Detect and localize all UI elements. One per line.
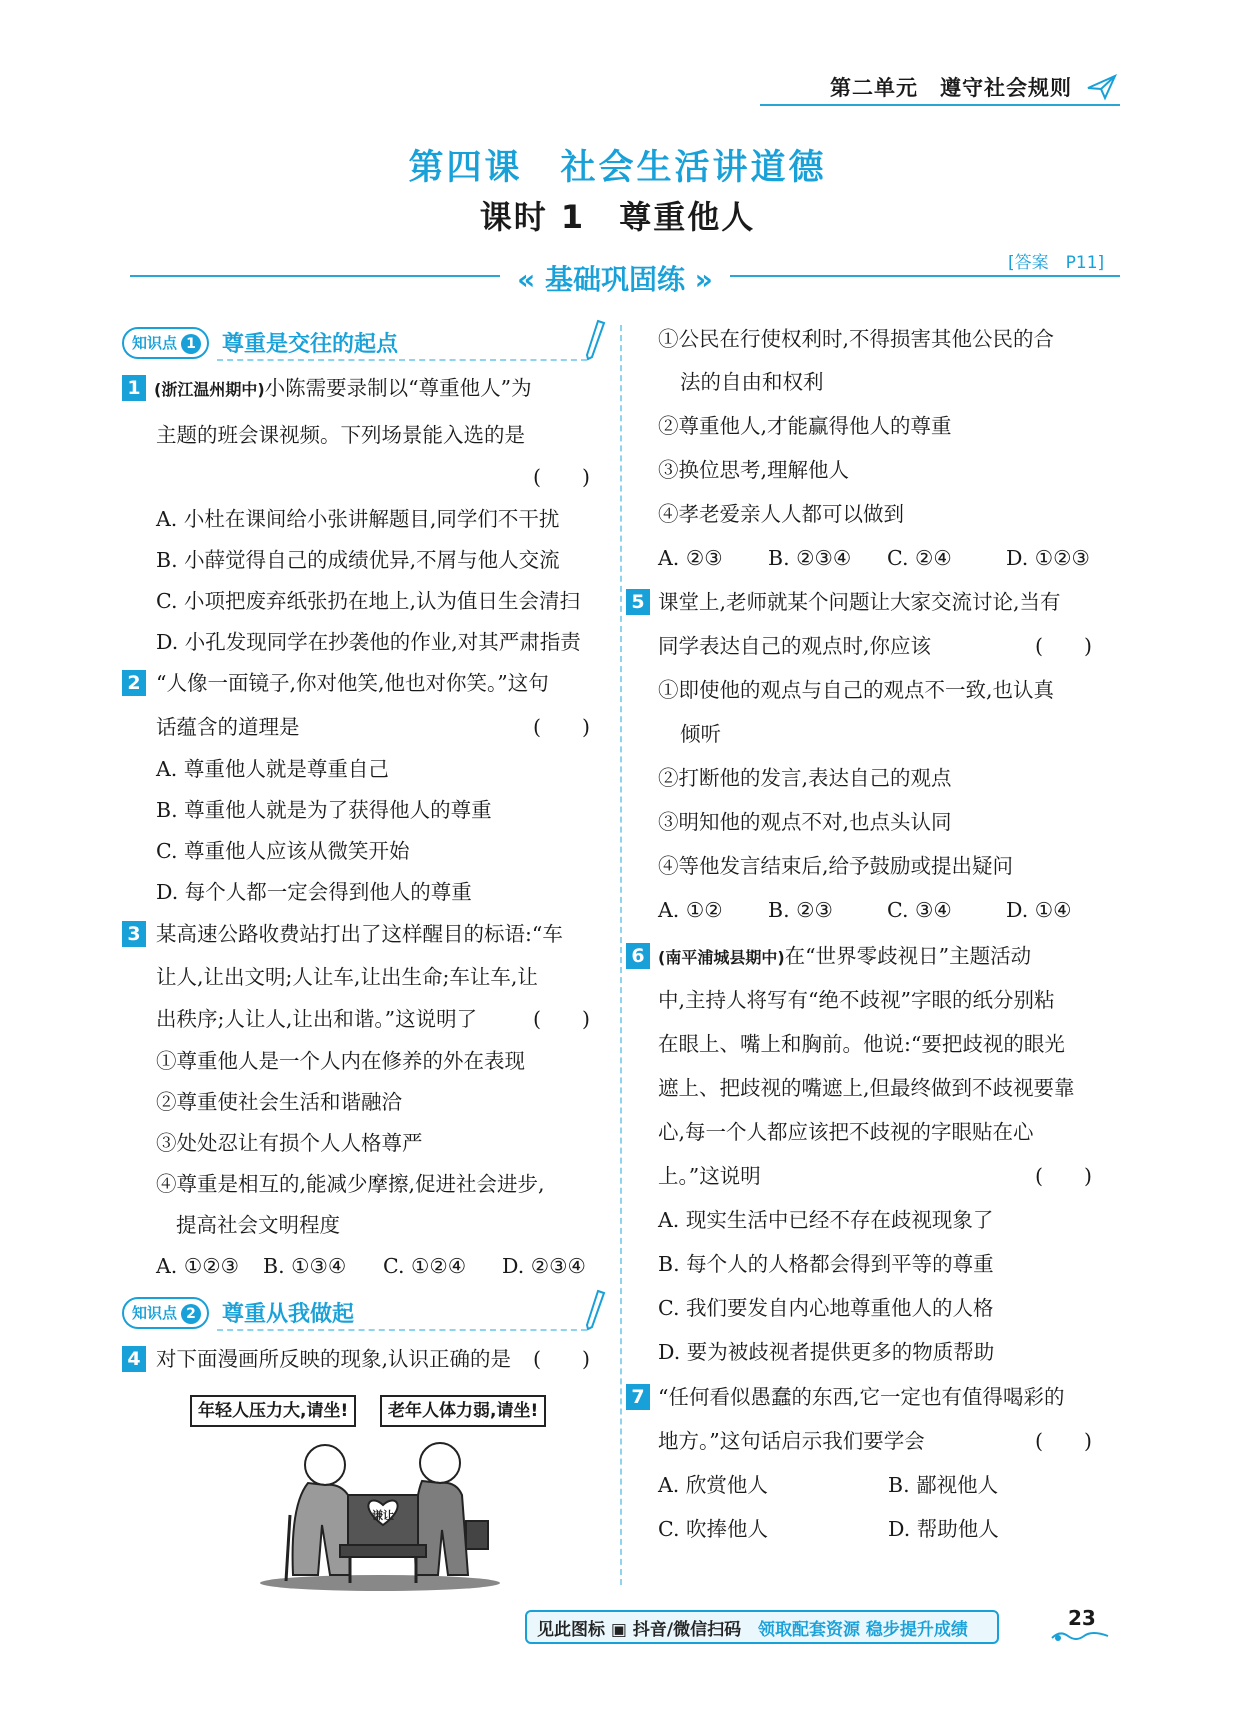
- banner-line-left: [130, 275, 500, 277]
- statement-4: ④等他发言结束后,给予鼓励或提出疑问: [658, 854, 1014, 878]
- choice-d: D. ①②③: [1006, 546, 1090, 570]
- seat-sign: 谦让: [372, 1509, 394, 1522]
- lesson-subtitle: 课时 1 尊重他人: [479, 198, 756, 236]
- question-stem: 遮上、把歧视的嘴遮上,但最终做到不歧视要靠: [658, 1076, 1075, 1100]
- statement-4: ④尊重是相互的,能减少摩擦,促进社会进步,: [156, 1172, 545, 1196]
- speech-bubble-right: 老年人体力弱,请坐!: [380, 1395, 546, 1427]
- statement-3: ③换位思考,理解他人: [658, 458, 850, 482]
- statement-1-cont: 倾听: [680, 722, 721, 746]
- question-source: (浙江温州期中): [154, 380, 265, 399]
- lesson-title: 第四课 社会生活讲道德: [408, 148, 827, 188]
- statement-2: ②尊重他人,才能赢得他人的尊重: [658, 414, 952, 438]
- choice-b: B. ②③④: [768, 546, 852, 570]
- statement-3: ③明知他的观点不对,也点头认同: [658, 810, 952, 834]
- knowledge-point-2: [122, 1295, 602, 1331]
- choice-b: B. 鄙视他人: [888, 1473, 999, 1497]
- question-stem: (浙江温州期中)小陈需要录制以“尊重他人”为: [154, 376, 532, 400]
- option-d: D. 每个人都一定会得到他人的尊重: [156, 880, 472, 904]
- choice-c: C. ②④: [887, 546, 952, 570]
- choice-a: A. 欣赏他人: [658, 1473, 768, 1497]
- question-number: 2: [122, 670, 146, 696]
- answer-blank[interactable]: ( ): [533, 1007, 590, 1031]
- choice-c: C. ①②④: [383, 1254, 467, 1278]
- question-stem: 同学表达自己的观点时,你应该: [658, 634, 932, 658]
- header-rule: [760, 104, 1120, 106]
- option-c: C. 尊重他人应该从微笑开始: [156, 839, 410, 863]
- cartoon-illustration: [190, 1395, 570, 1595]
- question-stem: 在眼上、嘴上和胸前。他说:“要把歧视的眼光: [658, 1032, 1065, 1056]
- choice-b: B. ②③: [768, 898, 833, 922]
- question-stem: 地方。”这句话启示我们要学会: [658, 1429, 925, 1453]
- option-d: D. 要为被歧视者提供更多的物质帮助: [658, 1340, 995, 1364]
- knowledge-underline: [217, 359, 587, 361]
- option-c: C. 我们要发自内心地尊重他人的人格: [658, 1296, 994, 1320]
- question-number: 3: [122, 921, 146, 947]
- speech-bubble-left: 年轻人压力大,请坐!: [190, 1395, 356, 1427]
- answer-reference: [答案 P11]: [1008, 253, 1105, 273]
- choice-c: C. ③④: [887, 898, 952, 922]
- cartoon-drawing: [190, 1425, 570, 1595]
- unit-title: 第二单元 遵守社会规则: [830, 76, 1072, 100]
- statement-2: ②尊重使社会生活和谐融洽: [156, 1090, 402, 1114]
- option-c: C. 小项把废弃纸张扔在地上,认为值日生会清扫: [156, 589, 581, 613]
- knowledge-chip: 知识点 1: [122, 327, 209, 359]
- question-stem: 话蕴含的道理是: [156, 715, 300, 739]
- question-stem: 出秩序;人让人,让出和谐。”这说明了: [156, 1007, 478, 1031]
- statement-1-cont: 法的自由和权利: [680, 370, 824, 394]
- banner-line-right: [730, 275, 1120, 277]
- answer-blank[interactable]: ( ): [1035, 634, 1092, 658]
- question-number: 1: [122, 375, 146, 401]
- pencil-icon: [584, 319, 606, 361]
- question-source: (南平浦城县期中): [658, 948, 785, 967]
- question-stem: 心,每一个人都应该把不歧视的字眼贴在心: [658, 1120, 1034, 1144]
- footer-highlight: 领取配套资源 稳步提升成绩: [758, 1620, 968, 1640]
- question-stem: 中,主持人将写有“绝不歧视”字眼的纸分别粘: [658, 988, 1055, 1012]
- answer-blank[interactable]: ( ): [1035, 1429, 1092, 1453]
- question-stem: “任何看似愚蠢的东西,它一定也有值得喝彩的: [658, 1385, 1065, 1409]
- statement-3: ③处处忍让有损个人人格尊严: [156, 1131, 423, 1155]
- choice-a: A. ①②③: [156, 1254, 239, 1278]
- choice-d: D. 帮助他人: [888, 1517, 999, 1541]
- question-stem: 某高速公路收费站打出了这样醒目的标语:“车: [156, 922, 563, 946]
- statement-1: ①即使他的观点与自己的观点不一致,也认真: [658, 678, 1055, 702]
- option-d: D. 小孔发现同学在抄袭他的作业,对其严肃指责: [156, 630, 581, 654]
- option-b: B. 尊重他人就是为了获得他人的尊重: [156, 798, 492, 822]
- statement-4-cont: 提高社会文明程度: [176, 1213, 340, 1237]
- swirl-icon: [1050, 1628, 1110, 1644]
- pencil-icon: [584, 1289, 606, 1331]
- question-stem: 对下面漫画所反映的现象,认识正确的是: [156, 1347, 512, 1371]
- question-stem: 课堂上,老师就某个问题让大家交流讨论,当有: [658, 590, 1061, 614]
- question-number: 7: [626, 1384, 650, 1410]
- option-b: B. 每个人的人格都会得到平等的尊重: [658, 1252, 994, 1276]
- knowledge-point-title: 尊重是交往的起点: [222, 332, 399, 357]
- choice-c: C. 吹捧他人: [658, 1517, 768, 1541]
- question-number: 6: [626, 943, 650, 969]
- question-stem: (南平浦城县期中)在“世界零歧视日”主题活动: [658, 944, 1032, 968]
- statement-1: ①公民在行使权利时,不得损害其他公民的合: [658, 327, 1055, 351]
- page-number: 23: [1068, 1606, 1096, 1630]
- knowledge-point-1: [122, 325, 602, 361]
- question-stem: 让人,让出文明;人让车,让出生命;车让车,让: [156, 965, 538, 989]
- answer-blank[interactable]: ( ): [1035, 1164, 1092, 1188]
- section-title: « 基础巩固练 »: [517, 263, 713, 296]
- statement-1: ①尊重他人是一个人内在修养的外在表现: [156, 1049, 525, 1073]
- option-a: A. 尊重他人就是尊重自己: [156, 757, 389, 781]
- question-stem: “人像一面镜子,你对他笑,他也对你笑。”这句: [156, 671, 549, 695]
- answer-blank[interactable]: ( ): [533, 1347, 590, 1371]
- question-stem: 上。”这说明: [658, 1164, 761, 1188]
- statement-2: ②打断他的发言,表达自己的观点: [658, 766, 952, 790]
- choice-d: D. ①④: [1006, 898, 1072, 922]
- column-divider: [620, 325, 622, 1585]
- answer-blank[interactable]: ( ): [533, 715, 590, 739]
- question-stem: 主题的班会课视频。下列场景能入选的是: [156, 423, 525, 447]
- knowledge-point-title: 尊重从我做起: [222, 1302, 355, 1327]
- paper-plane-icon: [1085, 70, 1119, 104]
- page-header: [0, 68, 1235, 108]
- question-number: 5: [626, 589, 650, 615]
- knowledge-underline: [217, 1329, 587, 1331]
- option-b: B. 小薛觉得自己的成绩优异,不屑与他人交流: [156, 548, 560, 572]
- footer-text: 见此图标 ▣ 抖音/微信扫码: [537, 1620, 742, 1640]
- option-a: A. 现实生活中已经不存在歧视现象了: [658, 1208, 994, 1232]
- statement-4: ④孝老爱亲人人都可以做到: [658, 502, 904, 526]
- option-a: A. 小杜在课间给小张讲解题目,同学们不干扰: [156, 507, 560, 531]
- choice-a: A. ①②: [658, 898, 723, 922]
- choice-b: B. ①③④: [263, 1254, 347, 1278]
- choice-a: A. ②③: [658, 546, 723, 570]
- answer-blank[interactable]: ( ): [533, 465, 590, 489]
- knowledge-chip: 知识点 2: [122, 1297, 209, 1329]
- choice-d: D. ②③④: [502, 1254, 586, 1278]
- footer-banner[interactable]: [525, 1610, 999, 1644]
- section-banner: [130, 256, 1120, 296]
- question-number: 4: [122, 1346, 146, 1372]
